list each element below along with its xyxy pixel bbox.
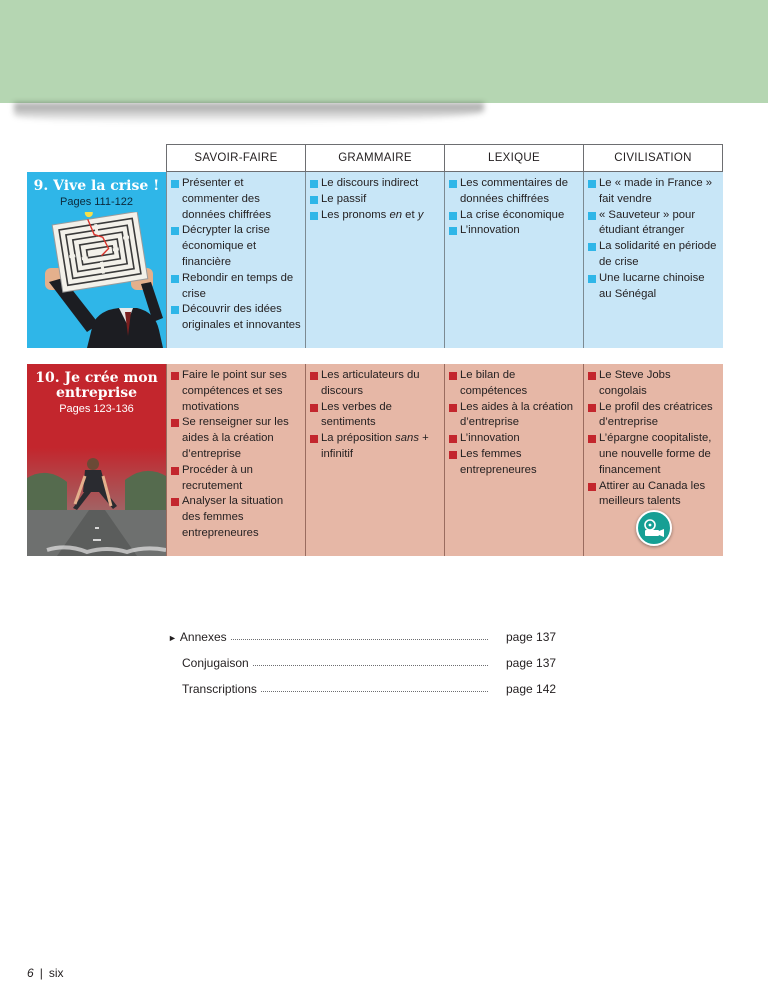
list-item: Attirer au Canada les meilleurs talents xyxy=(587,479,718,511)
list-item: La crise économique xyxy=(448,208,579,224)
unit-9-title: 9. Vive la crise ! xyxy=(33,178,160,194)
list-item: Le Steve Jobs congolais xyxy=(587,368,718,400)
list-item: L’innovation xyxy=(448,223,579,239)
toc-conjugaison-label: Conjugaison xyxy=(182,656,249,670)
unit-9-lexique xyxy=(444,172,583,348)
toc-conjugaison-page: page 137 xyxy=(506,656,557,670)
unit-9-civilisation xyxy=(583,172,722,348)
page-word: six xyxy=(48,966,64,980)
unit-9-title-cell xyxy=(27,172,166,348)
list-item: Les aides à la création d’entreprise xyxy=(448,400,579,432)
list-item: La préposition sans + infinitif xyxy=(309,431,440,463)
toc-transcriptions-page: page 142 xyxy=(506,682,557,696)
list-item: Le bilan de compétences xyxy=(448,368,579,400)
list-item: Se renseigner sur les aides à la création d’entreprise xyxy=(170,415,301,462)
list-item: Les verbes de sentiments xyxy=(309,400,440,432)
toc-transcriptions[interactable] xyxy=(168,678,568,696)
unit-9-savoir-faire xyxy=(166,172,305,348)
list-item: Les femmes entrepreneures xyxy=(448,447,579,479)
list-item: Présenter et commenter des données chiffrées xyxy=(170,176,301,223)
toc-annexes-label: Annexes xyxy=(179,630,227,644)
top-color-band xyxy=(0,0,768,103)
unit-10-savoir-faire xyxy=(166,364,305,556)
list-item: Procéder à un recrutement xyxy=(170,463,301,495)
table-header-row xyxy=(166,144,723,172)
unit-row-10 xyxy=(27,364,723,556)
list-item: Les pronoms en et y xyxy=(309,208,440,224)
unit-10-lexique xyxy=(444,364,583,556)
list-item: Découvrir des idées originales et innovantes xyxy=(170,302,301,334)
unit-row-9 xyxy=(27,172,723,348)
list-item: Les commentaires de données chiffrées xyxy=(448,176,579,208)
toc-transcriptions-label: Transcriptions xyxy=(182,682,257,696)
leader-dots xyxy=(261,691,488,692)
page-number: 6 xyxy=(27,966,34,980)
unit-10-title: 10. Je crée mon entreprise xyxy=(35,370,158,401)
list-item: Une lucarne chinoise au Sénégal xyxy=(587,271,718,303)
list-item: Le « made in France » fait vendre xyxy=(587,176,718,208)
header-lexique: LEXIQUE xyxy=(444,145,583,171)
list-item: L’innovation xyxy=(448,431,579,447)
unit-10-grammaire xyxy=(305,364,444,556)
unit-10-civilisation xyxy=(583,364,722,556)
unit-9-grammaire xyxy=(305,172,444,348)
header-civilisation: CIVILISATION xyxy=(583,145,722,171)
unit-10-title-cell xyxy=(27,364,166,556)
header-savoir-faire: SAVOIR-FAIRE xyxy=(194,152,278,164)
header-grammaire: GRAMMAIRE xyxy=(305,145,444,171)
film-camera-icon xyxy=(642,518,666,538)
list-item: Faire le point sur ses compétences et ses motivations xyxy=(170,368,301,415)
list-item: Analyser la situation des femmes entrepreneures xyxy=(170,494,301,541)
footer-separator: | xyxy=(39,966,43,980)
leader-dots xyxy=(231,639,488,640)
list-item: Décrypter la crise économique et financière xyxy=(170,223,301,270)
runner-illustration xyxy=(27,448,166,556)
toc-annexes[interactable] xyxy=(168,626,568,644)
toc-conjugaison[interactable] xyxy=(168,652,568,670)
list-item: Rebondir en temps de crise xyxy=(170,271,301,303)
maze-man-illustration xyxy=(27,212,166,348)
unit-9-pages: Pages 111-122 xyxy=(60,196,133,208)
list-item: « Sauveteur » pour étudiant étranger xyxy=(587,208,718,240)
list-item: Le discours indirect xyxy=(309,176,440,192)
leader-dots xyxy=(253,665,488,666)
list-item: L’épargne coopitaliste, une nouvelle forme de financement xyxy=(587,431,718,478)
arrow-right-icon: ► xyxy=(168,633,177,643)
list-item: Le profil des créatrices d’entreprise xyxy=(587,400,718,432)
unit-10-pages: Pages 123-136 xyxy=(59,403,134,415)
list-item: Les articulateurs du discours xyxy=(309,368,440,400)
top-band-shadow xyxy=(14,103,484,123)
page-footer xyxy=(27,966,63,980)
toc-annexes-page: page 137 xyxy=(506,630,557,644)
film-reel-icon[interactable] xyxy=(636,510,672,546)
list-item: Le passif xyxy=(309,192,440,208)
list-item: La solidarité en période de crise xyxy=(587,239,718,271)
